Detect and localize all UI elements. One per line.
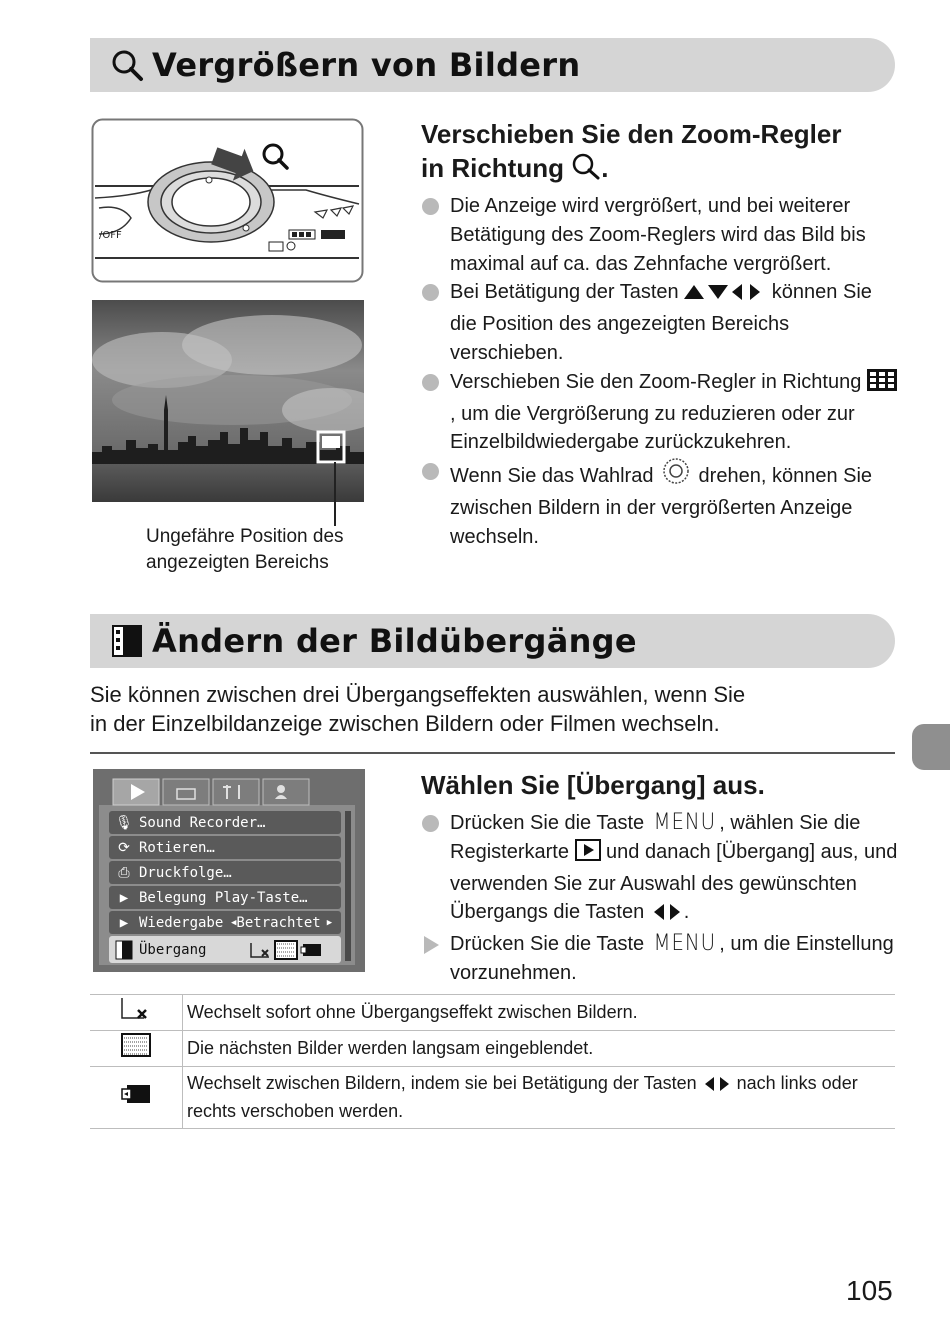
playback-tab-icon bbox=[575, 839, 601, 870]
step-title-transition: Wählen Sie [Übergang] aus. bbox=[421, 770, 765, 800]
section-header-zoom bbox=[90, 38, 895, 92]
slide-icon bbox=[121, 1083, 151, 1112]
fade-icon bbox=[121, 1033, 151, 1064]
list-item: Drücken Sie die Taste MENU , wählen Sie die Registerkarte und danach [Übergang] aus, und verwenden Sie zur Auswahl des gewünschten Übergangs die Tasten . bbox=[421, 809, 901, 930]
step-title-zoom: Verschieben Sie den Zoom-Regler in Richtung . bbox=[421, 117, 901, 188]
menu-row-print-order: ⎙ Druckfolge… bbox=[109, 861, 341, 884]
microphone-icon: 🎙 bbox=[115, 814, 133, 831]
menu-row-play-button: ▶ Belegung Play-Taste… bbox=[109, 886, 341, 909]
zoom-instructions bbox=[421, 192, 901, 552]
playback-icon: ▶ bbox=[119, 914, 129, 931]
table-cell-icon bbox=[90, 1067, 183, 1129]
list-item: Verschieben Sie den Zoom-Regler in Richtung , um die Vergrößerung zu reduzieren oder zur Einzelbildwiedergabe zurückzukehren. bbox=[421, 368, 901, 457]
play-button-icon: ▶ bbox=[119, 889, 129, 906]
section-title: Ändern der Bildübergänge bbox=[152, 622, 637, 660]
camera-menu-screen bbox=[93, 769, 365, 972]
bullet-icon bbox=[422, 463, 439, 480]
list-item: Wenn Sie das Wahlrad drehen, können Sie zwischen Bildern in der vergrößerten Anzeige wechseln. bbox=[421, 457, 901, 551]
print-order-icon: ⎙ bbox=[118, 864, 130, 881]
callout-line bbox=[334, 462, 336, 526]
magnify-icon bbox=[110, 48, 144, 82]
section-header-transitions bbox=[90, 614, 895, 668]
arrow-keys-icon bbox=[684, 281, 766, 310]
index-view-icon bbox=[867, 369, 897, 400]
page-number: 105 bbox=[846, 1275, 893, 1306]
transition-effects-table bbox=[90, 994, 895, 1129]
menu-row-sound-recorder: 🎙 Sound Recorder… bbox=[109, 811, 341, 834]
left-right-arrows-icon bbox=[702, 1074, 732, 1099]
bullet-icon bbox=[422, 284, 439, 301]
transition-icon bbox=[110, 624, 144, 658]
svg-text:/OFF: /OFF bbox=[99, 230, 122, 241]
list-item: Die Anzeige wird vergrößert, und bei weiterer Betätigung des Zoom-Reglers wird das Bild bis maximal auf ca. das Zehnfache vergrößert. bbox=[421, 192, 901, 278]
menu-button-label: MENU bbox=[653, 931, 716, 957]
zoomed-photo bbox=[92, 300, 364, 502]
camera-zoom-illustration bbox=[91, 118, 364, 283]
control-dial-icon bbox=[659, 457, 693, 494]
bullet-icon bbox=[422, 815, 439, 832]
menu-row-rotate: ⟳ Rotieren… bbox=[109, 836, 341, 859]
table-row bbox=[90, 1031, 895, 1067]
result-arrow-icon bbox=[424, 936, 439, 954]
intro-text: Sie können zwischen drei Übergangseffekten auswählen, wenn Sie in der Einzelbildanzeige zwischen Bildern oder Filmen wechseln. bbox=[90, 682, 746, 736]
menu-row-transition: Übergang bbox=[109, 936, 341, 963]
transition-instructions bbox=[421, 809, 901, 988]
table-cell-text: Wechselt zwischen Bildern, indem sie bei Betätigung der Tasten nach links oder rechts verschoben werden. bbox=[183, 1067, 896, 1129]
chapter-tab-marker bbox=[912, 724, 950, 770]
menu-button-label: MENU bbox=[653, 810, 716, 835]
bullet-icon bbox=[422, 374, 439, 391]
section-title: Vergrößern von Bildern bbox=[152, 46, 581, 84]
menu-row-playback: ▶ Wiedergabe ◀ Betrachtet ▶ bbox=[109, 911, 341, 934]
divider bbox=[90, 752, 895, 754]
transition-icon bbox=[109, 940, 139, 960]
table-cell-icon bbox=[90, 995, 183, 1031]
table-cell-text: Die nächsten Bilder werden langsam eingeblendet. bbox=[183, 1031, 896, 1067]
photo-caption: Ungefähre Position des angezeigten Bereichs bbox=[146, 526, 344, 573]
table-row bbox=[90, 1067, 895, 1129]
table-cell-text: Wechselt sofort ohne Übergangseffekt zwischen Bildern. bbox=[183, 995, 896, 1031]
table-cell-icon bbox=[90, 1031, 183, 1067]
list-item: Drücken Sie die Taste MENU , um die Einstellung vorzunehmen. bbox=[421, 930, 901, 988]
list-item: Bei Betätigung der Tasten können Sie die Position des angezeigten Bereichs verschieben. bbox=[421, 278, 901, 367]
rotate-icon: ⟳ bbox=[118, 839, 130, 856]
bullet-icon bbox=[422, 198, 439, 215]
left-right-arrows-icon bbox=[650, 901, 684, 930]
magnify-icon bbox=[571, 152, 601, 188]
no-effect-icon bbox=[120, 996, 152, 1029]
table-row bbox=[90, 995, 895, 1031]
